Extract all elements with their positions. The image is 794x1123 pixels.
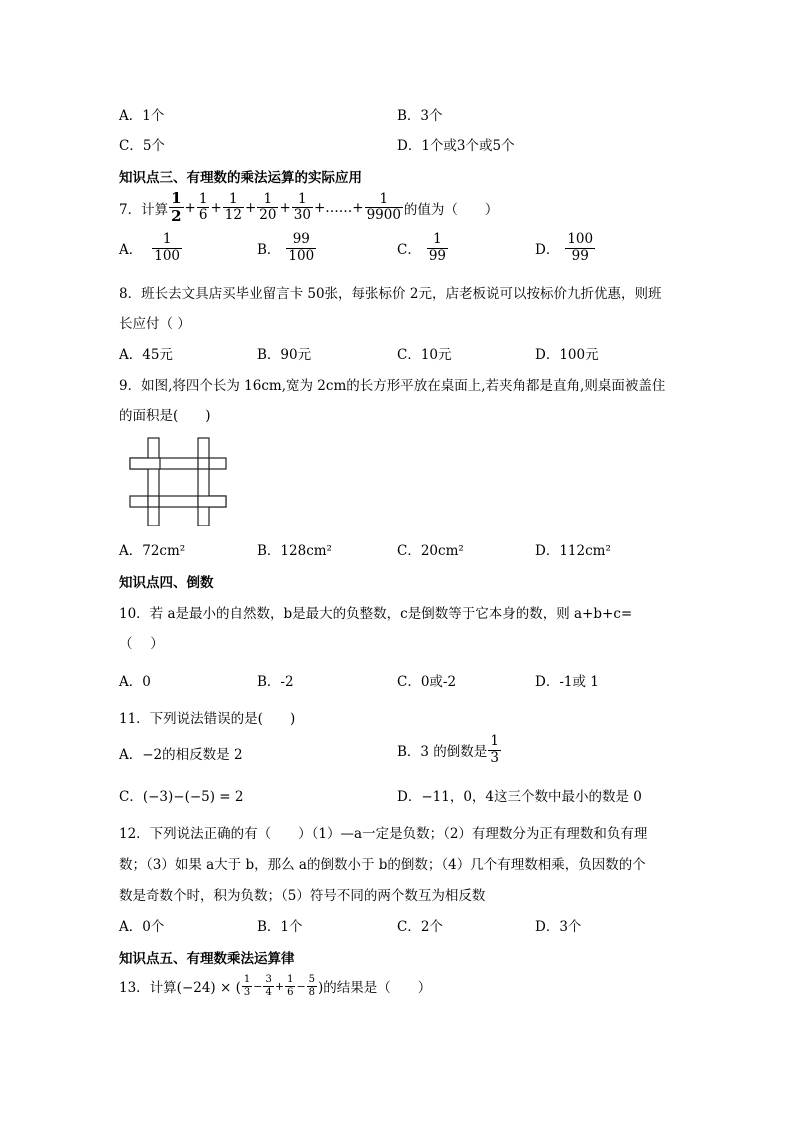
q13-prefix: 13．计算(−24) × (: [119, 980, 241, 996]
q8-option-c: C．10元: [397, 347, 452, 363]
q12-option-a: A．0个: [119, 919, 165, 935]
q9-rectangles-figure: [128, 436, 228, 526]
q12-option-b: B．1个: [257, 919, 303, 935]
section-heading-5: 知识点五、有理数乘法运算律: [119, 951, 295, 967]
q12-option-c: C．2个: [397, 919, 443, 935]
q11-option-b: B．3 的倒数是 $\frac{1}{3}$: [397, 733, 499, 766]
q13-suffix: )的结果是（ ）: [318, 980, 432, 996]
q9-option-a: A．72cm²: [119, 543, 186, 559]
q7-ellipsis: +……+: [313, 199, 364, 216]
q12-option-d: D．3个: [535, 919, 582, 935]
q11-option-d: D．−11，0，4这三个数中最小的数是 0: [397, 789, 642, 805]
q7-option-b: B． $\frac{99}{100}$: [257, 231, 315, 264]
q6-option-d: D．1个或3个或5个: [397, 138, 515, 154]
q7-frac-3: $\frac{1}{12}$: [224, 190, 242, 224]
q10-option-a: A．0: [119, 674, 151, 690]
q9-option-b: B．128cm²: [257, 543, 332, 559]
q10-option-c: C．0或-2: [397, 674, 457, 690]
q13-frac-4: $\frac{5}{8}$: [308, 974, 316, 998]
q13-frac-2: $\frac{3}{4}$: [265, 974, 272, 998]
q12-stem-line1: 12．下列说法正确的有（ ）（1）—a一定是负数；（2）有理数分为正有理数和负有理: [119, 826, 648, 842]
q10-option-d: D．-1或 1: [535, 674, 599, 690]
q8-option-a: A．45元: [119, 347, 173, 363]
q8-option-d: D．100元: [535, 347, 599, 363]
q13-frac-3: $\frac{1}{6}$: [287, 974, 294, 998]
q8-stem-line2: 长应付（ ）: [119, 316, 191, 332]
q7-frac-2: $\frac{1}{6}$: [198, 190, 208, 224]
q9-stem-line2: 的面积是( ): [119, 408, 211, 424]
q11-option-c: C．(−3)−(−5) = 2: [119, 789, 244, 805]
q10-stem-line2: （ ）: [119, 636, 164, 652]
q7-frac-5: $\frac{1}{30}$: [293, 190, 311, 224]
q8-option-b: B．90元: [257, 347, 312, 363]
q12-stem-line2: 数；（3）如果 a大于 b，那么 a的倒数小于 b的倒数；（4）几个有理数相乘，负因数的个: [119, 857, 646, 873]
question-7: 7．计算 $\frac{1}{2}$ + $\frac{1}{6}$ + $\frac{1}{12}$ + $\frac{1}{20}$ + $\frac{1}{30}$ +……+ $\frac{1}{9900}$ 的值为（ ）: [119, 189, 499, 226]
q9-option-d: D．112cm²: [535, 543, 611, 559]
q7-frac-1: $\frac{1}{2}$: [171, 189, 182, 226]
q7-prefix: 7．计算: [119, 201, 169, 218]
q11-option-a: A．−2的相反数是 2: [119, 747, 243, 763]
q9-stem-line1: 9．如图,将四个长为 16cm,宽为 2cm的长方形平放在桌面上,若夹角都是直角,则桌面被盖住: [119, 378, 666, 394]
q7-option-c: C． $\frac{1}{99}$: [397, 231, 447, 264]
q11-stem: 11．下列说法错误的是( ): [119, 711, 296, 727]
q10-stem-line1: 10．若 a是最小的自然数，b是最大的负整数，c是倒数等于它本身的数，则 a+b+c=: [119, 606, 633, 622]
section-heading-4: 知识点四、倒数: [119, 575, 214, 591]
q12-stem-line3: 数是奇数个时，积为负数；（5）符号不同的两个数互为相反数: [119, 888, 486, 904]
q6-option-c: C．5个: [119, 138, 165, 154]
q7-frac-last: $\frac{1}{9900}$: [366, 190, 401, 224]
q6-option-a: A．1个: [119, 108, 165, 124]
q7-suffix: 的值为（ ）: [403, 201, 499, 218]
q6-option-b: B．3个: [397, 108, 443, 124]
q7-frac-4: $\frac{1}{20}$: [259, 190, 277, 224]
q7-option-d: D． $\frac{100}{99}$: [535, 231, 594, 264]
q9-option-c: C．20cm²: [397, 543, 464, 559]
q7-option-a: A． $\frac{1}{100}$: [119, 231, 181, 264]
question-13: 13．计算(−24) × ( $\frac{1}{3}$ − $\frac{3}{4}$ + $\frac{1}{6}$ − $\frac{5}{8}$ )的结果是（ ）: [119, 974, 432, 998]
q13-frac-1: $\frac{1}{3}$: [243, 974, 251, 998]
q10-option-b: B．-2: [257, 674, 294, 690]
q8-stem-line1: 8．班长去文具店买毕业留言卡 50张，每张标价 2元，店老板说可以按标价九折优惠，则班: [119, 286, 662, 302]
section-heading-3: 知识点三、有理数的乘法运算的实际应用: [119, 170, 362, 186]
